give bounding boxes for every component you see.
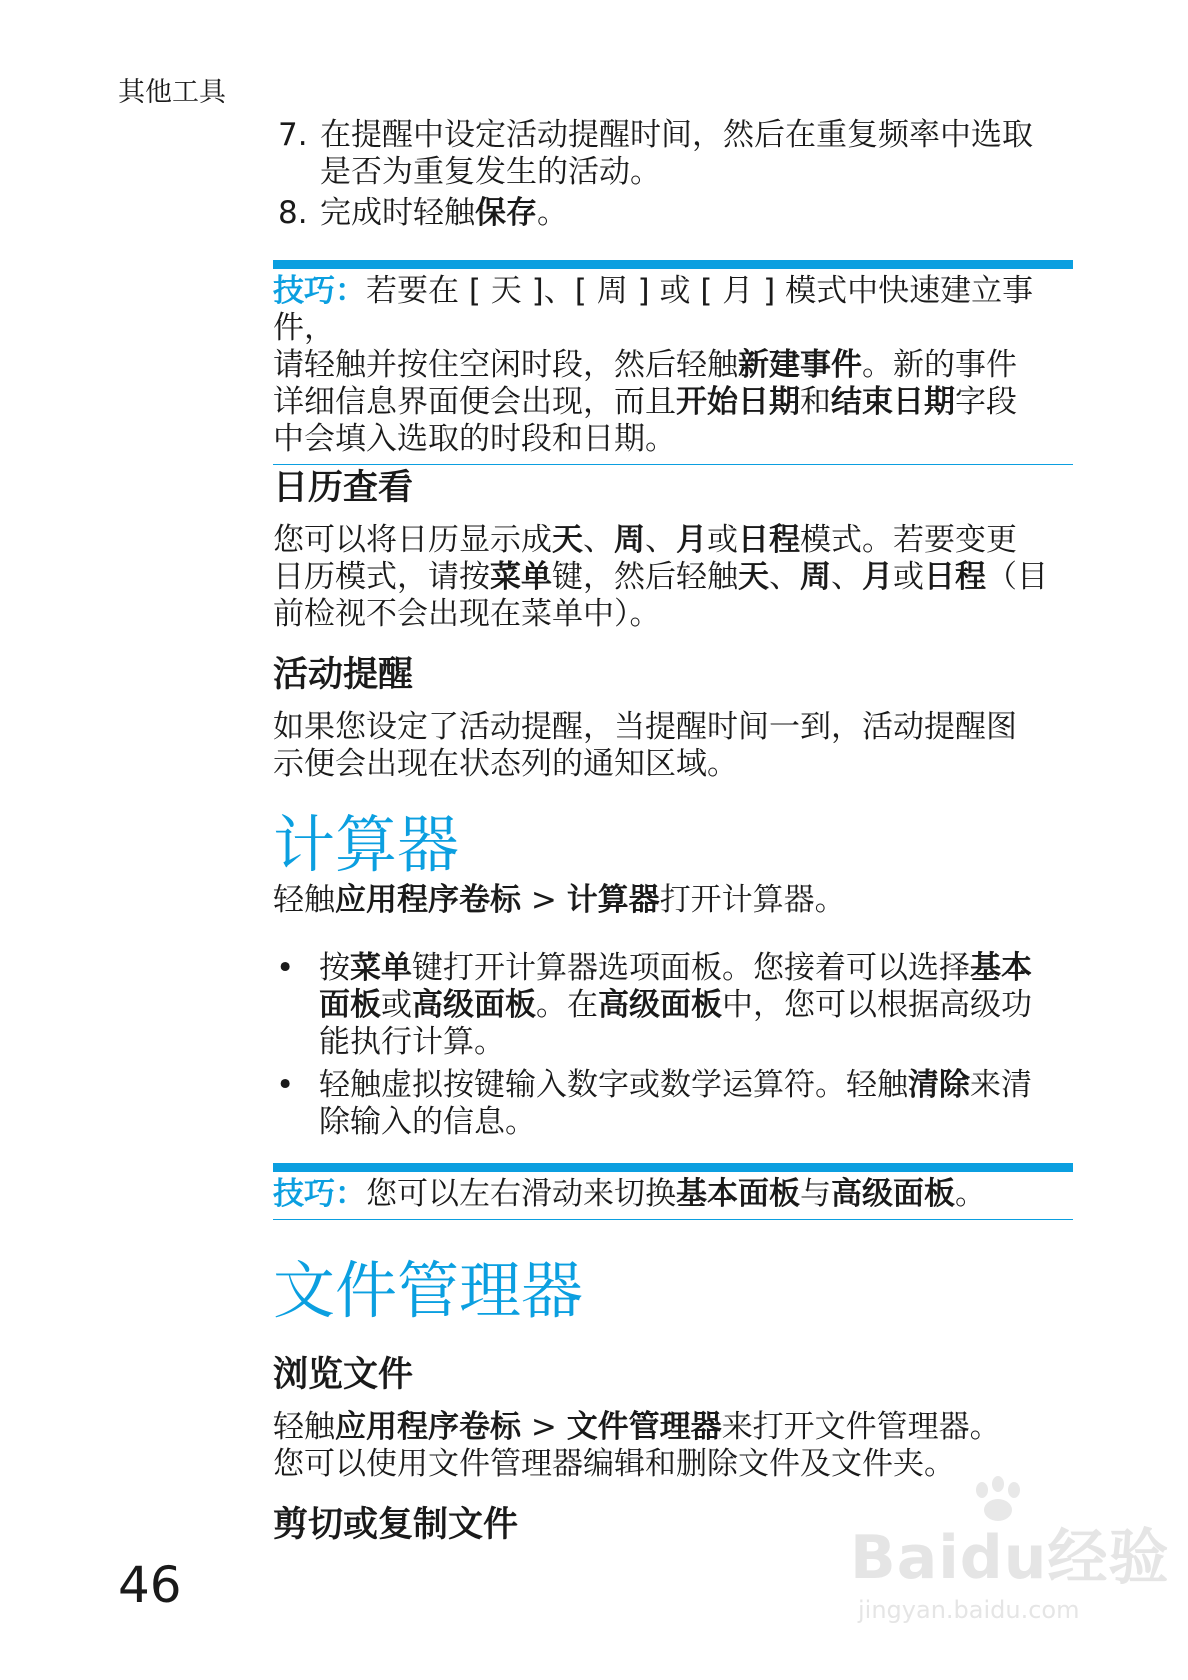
panel-term: 面板 <box>319 987 381 1023</box>
text: 轻触 <box>273 882 335 918</box>
watermark-url: jingyan.baidu.com <box>858 1596 1080 1624</box>
step-number: 8. <box>278 195 308 231</box>
day-term: 天 <box>552 522 583 558</box>
menu-term: 菜单 <box>490 559 552 595</box>
cut-copy-heading: 剪切或复制文件 <box>273 1505 519 1545</box>
bullet-dot: • <box>276 950 295 986</box>
bullet-dot: • <box>276 1067 295 1103</box>
text: 或 <box>381 987 412 1023</box>
text: 能执行计算。 <box>319 1024 505 1060</box>
agenda-term: 日程 <box>738 522 800 558</box>
text: 示便会出现在状态列的通知区域。 <box>273 746 738 782</box>
file-manager-title: 文件管理器 <box>273 1254 584 1327</box>
text: 日历模式，请按 <box>273 559 490 595</box>
tip-label: 技巧： <box>273 273 366 309</box>
agenda-term: 日程 <box>924 559 986 595</box>
step-7 <box>278 117 1068 191</box>
advanced-panel-term: 高级面板 <box>598 987 722 1023</box>
advanced-panel-term: 高级面板 <box>412 987 536 1023</box>
tip-box-calculator <box>273 1163 1073 1220</box>
text: 键，然后轻触 <box>552 559 738 595</box>
new-event-term: 新建事件 <box>738 347 862 383</box>
step-8 <box>278 195 1068 232</box>
month-term: 月 <box>676 522 707 558</box>
text: （目 <box>986 559 1048 595</box>
text: 来清 <box>970 1067 1032 1103</box>
sep: 、 <box>831 559 862 595</box>
section-heading: 活动提醒 <box>273 655 414 695</box>
step-number: 7. <box>278 117 308 153</box>
tip-text: 中会填入选取的时段和日期。 <box>273 421 676 457</box>
calculator-intro <box>273 882 1073 919</box>
tip-text: 。 <box>955 1176 986 1212</box>
tip-text: 与 <box>800 1176 831 1212</box>
calculator-term: 计算器 <box>566 882 660 918</box>
save-term: 保存 <box>475 195 537 231</box>
text: 键打开计算器选项面板。您接着可以选择 <box>412 950 970 986</box>
step-text: 完成时轻触 <box>320 195 475 231</box>
sep: 、 <box>583 522 614 558</box>
or: 或 <box>707 522 738 558</box>
file-manager-term: 文件管理器 <box>566 1409 722 1445</box>
month-term: 月 <box>862 559 893 595</box>
text: 前检视不会出现在菜单中）。 <box>273 596 661 632</box>
text: 如果您设定了活动提醒，当提醒时间一到，活动提醒图 <box>273 709 1017 745</box>
tip-box-calendar <box>273 260 1073 465</box>
text: 。在 <box>536 987 598 1023</box>
page-number: 46 <box>118 1556 182 1614</box>
tip-text: 字段 <box>955 384 1017 420</box>
list-item <box>273 1067 1073 1141</box>
text: 除输入的信息。 <box>319 1104 536 1140</box>
tip-text: 您可以左右滑动来切换 <box>366 1176 676 1212</box>
app-tab-term: 应用程序卷标 <box>335 1409 521 1445</box>
step-text-cont: 是否为重复发生的活动。 <box>320 154 661 190</box>
day-term: 天 <box>738 559 769 595</box>
text: 来打开文件管理器。 <box>721 1409 1001 1445</box>
step-end: 。 <box>537 195 568 231</box>
tip-text: 详细信息界面便会出现，而且 <box>273 384 676 420</box>
running-head: 其他工具 <box>118 77 226 108</box>
step-text: 在提醒中设定活动提醒时间，然后在重复频率中选取 <box>320 117 1033 153</box>
start-date-term: 开始日期 <box>676 384 800 420</box>
section-heading: 日历查看 <box>273 468 414 508</box>
calendar-view-paragraph <box>273 522 1073 633</box>
browse-files-heading: 浏览文件 <box>273 1355 414 1395</box>
text: 中，您可以根据高级功 <box>722 987 1032 1023</box>
clear-term: 清除 <box>908 1067 970 1103</box>
menu-term: 菜单 <box>350 950 412 986</box>
text: 模式。若要变更 <box>800 522 1017 558</box>
event-reminder-section <box>273 655 1073 783</box>
week-term: 周 <box>800 559 831 595</box>
tip-text: 若要在 [ 天 ]、[ 周 ] 或 [ 月 ] 模式中快速建立事件， <box>273 273 1034 346</box>
basic-panel-term: 基本面板 <box>676 1176 800 1212</box>
text: 按 <box>319 950 350 986</box>
tip-text: 和 <box>800 384 831 420</box>
text: 您可以将日历显示成 <box>273 522 552 558</box>
file-manager-paragraph <box>273 1409 1073 1483</box>
text: 轻触 <box>273 1409 335 1445</box>
tip-text: 。新的事件 <box>862 347 1017 383</box>
text: 您可以使用文件管理器编辑和删除文件及文件夹。 <box>273 1446 955 1482</box>
calendar-view-section <box>273 468 1073 633</box>
baidu-watermark <box>850 1510 1169 1624</box>
week-term: 周 <box>614 522 645 558</box>
reminder-paragraph <box>273 709 1073 783</box>
end-date-term: 结束日期 <box>831 384 955 420</box>
or: 或 <box>893 559 924 595</box>
arrow: > <box>521 882 567 918</box>
advanced-panel-term: 高级面板 <box>831 1176 955 1212</box>
basic-term: 基本 <box>970 950 1032 986</box>
sep: 、 <box>645 522 676 558</box>
sep: 、 <box>769 559 800 595</box>
watermark-logo-text: Baidu经验 <box>850 1523 1170 1593</box>
app-tab-term: 应用程序卷标 <box>335 882 521 918</box>
calculator-bullets <box>273 950 1073 1147</box>
arrow: > <box>521 1409 567 1445</box>
tip-label: 技巧： <box>273 1176 366 1212</box>
paw-icon <box>968 1476 1028 1524</box>
text: 轻触虚拟按键输入数字或数学运算符。轻触 <box>319 1067 908 1103</box>
calculator-title: 计算器 <box>273 808 460 881</box>
tip-text: 请轻触并按住空闲时段，然后轻触 <box>273 347 738 383</box>
text: 打开计算器。 <box>659 882 846 918</box>
list-item <box>273 950 1073 1061</box>
